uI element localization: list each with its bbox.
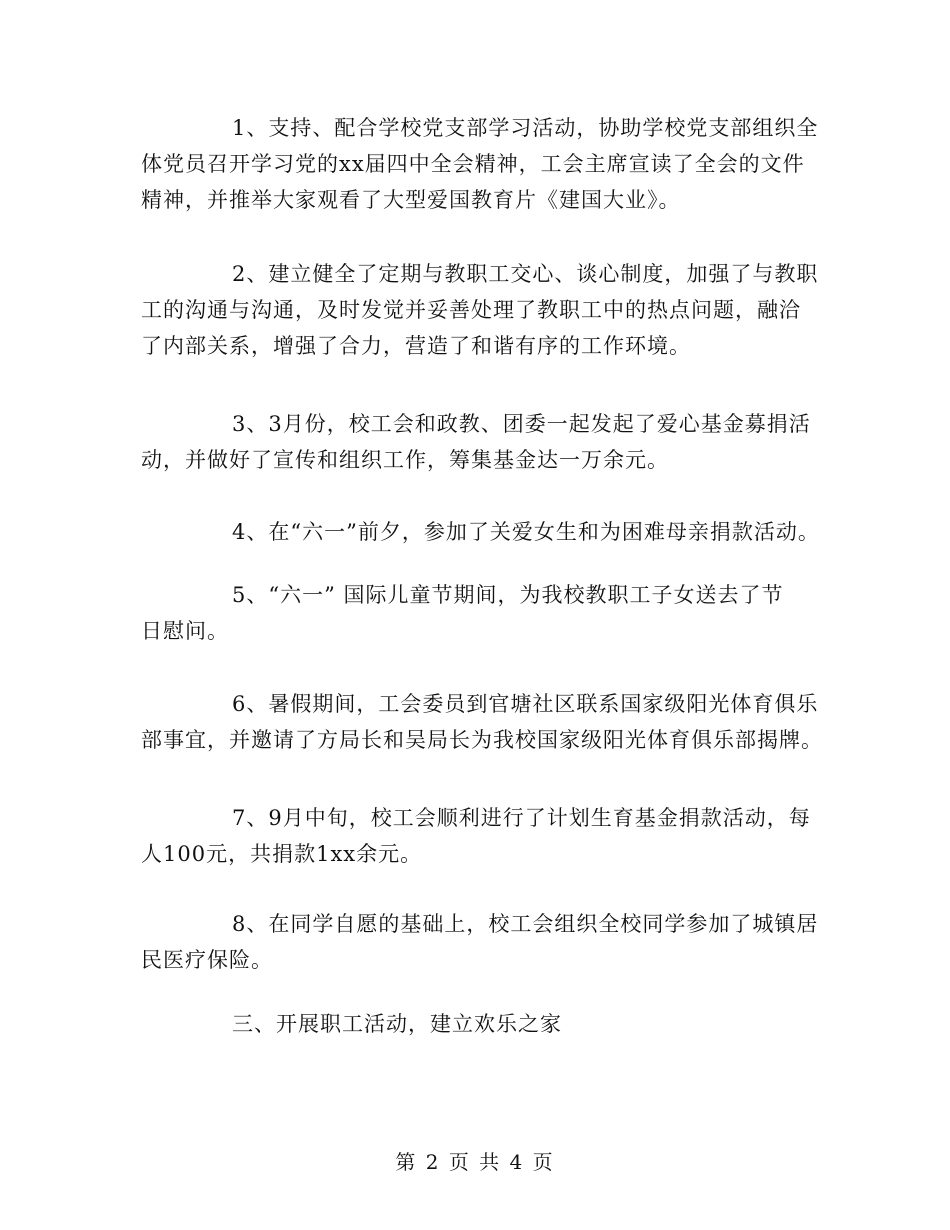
paragraph-line: 精神，并推举大家观看了大型爱国教育片《建国大业》。 (141, 188, 681, 212)
paragraph-item-3 (141, 406, 821, 478)
paragraph-line: 1、支持、配合学校党支部学习活动，协助学校党支部组织全 (232, 116, 819, 140)
paragraph-line: 8、在同学自愿的基础上，校工会组织全校同学参加了城镇居 (232, 912, 819, 936)
paragraph-line: 部事宜，并邀请了方局长和吴局长为我校国家级阳光体育俱乐部揭牌。 (141, 728, 823, 752)
paragraph-line: 5、“六一” 国际儿童节期间，为我校教职工子女送去了节 (232, 583, 784, 607)
paragraph-line: 工的沟通与沟通，及时发觉并妥善处理了教职工中的热点问题，融洽 (141, 298, 801, 322)
paragraph-item-1 (141, 110, 821, 218)
paragraph-line: 6、暑假期间，工会委员到官塘社区联系国家级阳光体育俱乐 (232, 692, 819, 716)
paragraph-line: 2、建立健全了定期与教职工交心、谈心制度，加强了与教职 (232, 262, 819, 286)
paragraph-item-4 (141, 514, 821, 550)
paragraph-line: 动，并做好了宣传和组织工作，筹集基金达一万余元。 (141, 448, 669, 472)
page-number-footer: 第 2 页 共 4 页 (395, 1150, 555, 1174)
section-heading: 三、开展职工活动，建立欢乐之家 (232, 1012, 562, 1036)
paragraph-line: 了内部关系，增强了合力，营造了和谐有序的工作环境。 (141, 334, 691, 358)
paragraph-line: 人100元，共捐款1xx余元。 (141, 842, 423, 866)
paragraph-item-7 (141, 800, 821, 872)
paragraph-item-5 (141, 577, 821, 649)
paragraph-item-6 (141, 686, 821, 758)
paragraph-line: 7、9月中旬，校工会顺利进行了计划生育基金捐款活动，每 (232, 806, 811, 830)
paragraph-item-2 (141, 256, 821, 364)
paragraph-line: 体党员召开学习党的xx届四中全会精神，工会主席宣读了全会的文件 (141, 152, 805, 176)
paragraph-line: 日慰问。 (141, 619, 229, 643)
paragraph-line: 4、在“六一”前夕，参加了关爱女生和为困难母亲捐款活动。 (232, 520, 820, 544)
paragraph-line: 民医疗保险。 (141, 948, 273, 972)
paragraph-item-8 (141, 906, 821, 978)
paragraph-line: 3、3月份，校工会和政教、团委一起发起了爱心基金募捐活 (232, 412, 811, 436)
